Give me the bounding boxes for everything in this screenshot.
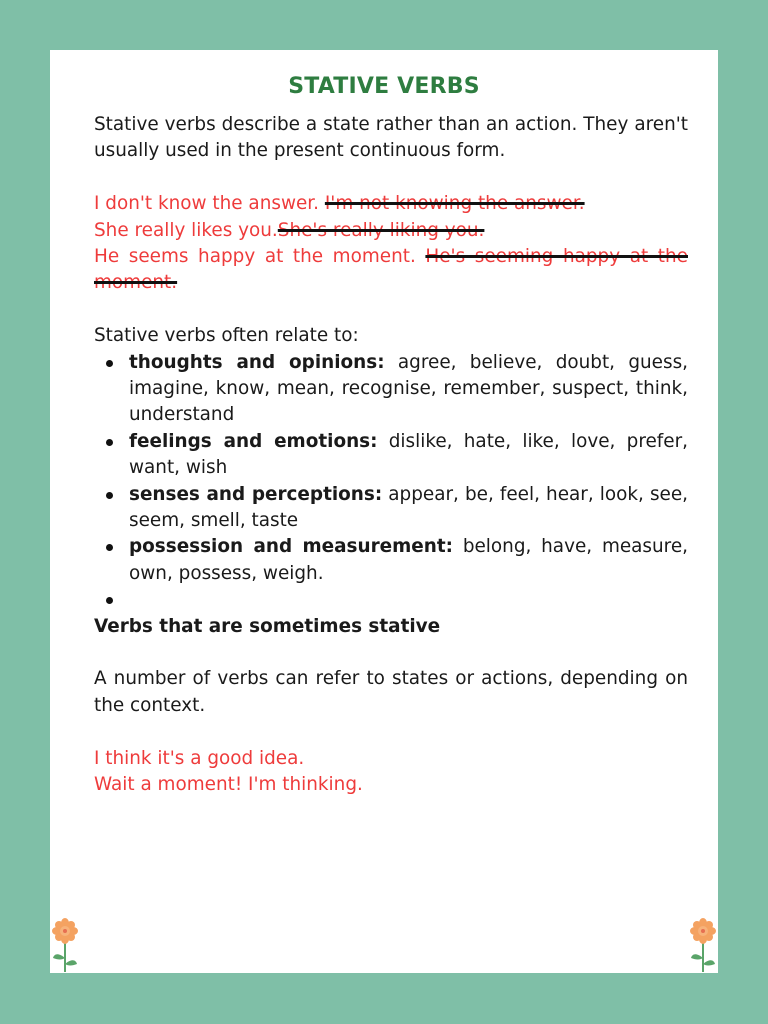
flower-icon-left <box>50 918 80 974</box>
context-example-1: I think it's a good idea. <box>94 747 305 769</box>
spacer <box>94 640 688 666</box>
page-title: STATIVE VERBS <box>288 74 480 99</box>
category-verbs: agree, believe, doubt, guess, imagine, know, mean, recognise, remember, suspect, think, understand <box>129 351 688 426</box>
example-3 <box>94 244 688 297</box>
sometimes-paragraph: A number of verbs can refer to states or actions, depending on the context. <box>94 668 688 716</box>
list-item <box>129 534 688 587</box>
relate-intro: Stative verbs often relate to: <box>94 325 359 347</box>
example-wrong: She's really liking you. <box>277 219 485 241</box>
spacer <box>94 165 688 191</box>
list-item <box>129 350 688 429</box>
category-verbs: dislike, hate, like, love, prefer, want, wish <box>129 430 688 479</box>
spacer <box>94 719 688 745</box>
list-item <box>129 429 688 482</box>
example-2 <box>94 218 688 244</box>
list-item-empty <box>129 587 688 613</box>
context-example-2: Wait a moment! I'm thinking. <box>94 774 363 796</box>
category-label: senses and perceptions: <box>129 483 383 505</box>
category-verbs: appear, be, feel, hear, look, see, seem, smell, taste <box>129 483 689 532</box>
example-1 <box>94 191 688 217</box>
category-label: possession and measurement: <box>129 536 453 558</box>
flower-icon-right <box>688 918 718 974</box>
category-label: thoughts and opinions: <box>129 351 385 373</box>
example-wrong: I'm not knowing the answer. <box>324 193 585 215</box>
category-list <box>94 350 688 614</box>
intro-paragraph: Stative verbs describe a state rather than an action. They aren't usually used in the present continuous form. <box>94 114 688 162</box>
section-heading: Verbs that are sometimes stative <box>94 615 441 637</box>
spacer <box>94 297 688 323</box>
example-wrong: He's seeming happy at the moment. <box>94 246 688 294</box>
category-verbs: belong, have, measure, own, possess, weigh. <box>129 536 688 584</box>
category-label: feelings and emotions: <box>129 430 378 452</box>
example-correct: He seems happy at the moment. <box>94 246 416 268</box>
worksheet-page <box>50 50 718 973</box>
example-correct: I don't know the answer. <box>94 193 320 215</box>
example-correct: She really likes you. <box>94 219 278 241</box>
list-item <box>129 482 688 535</box>
content-body <box>94 112 688 799</box>
